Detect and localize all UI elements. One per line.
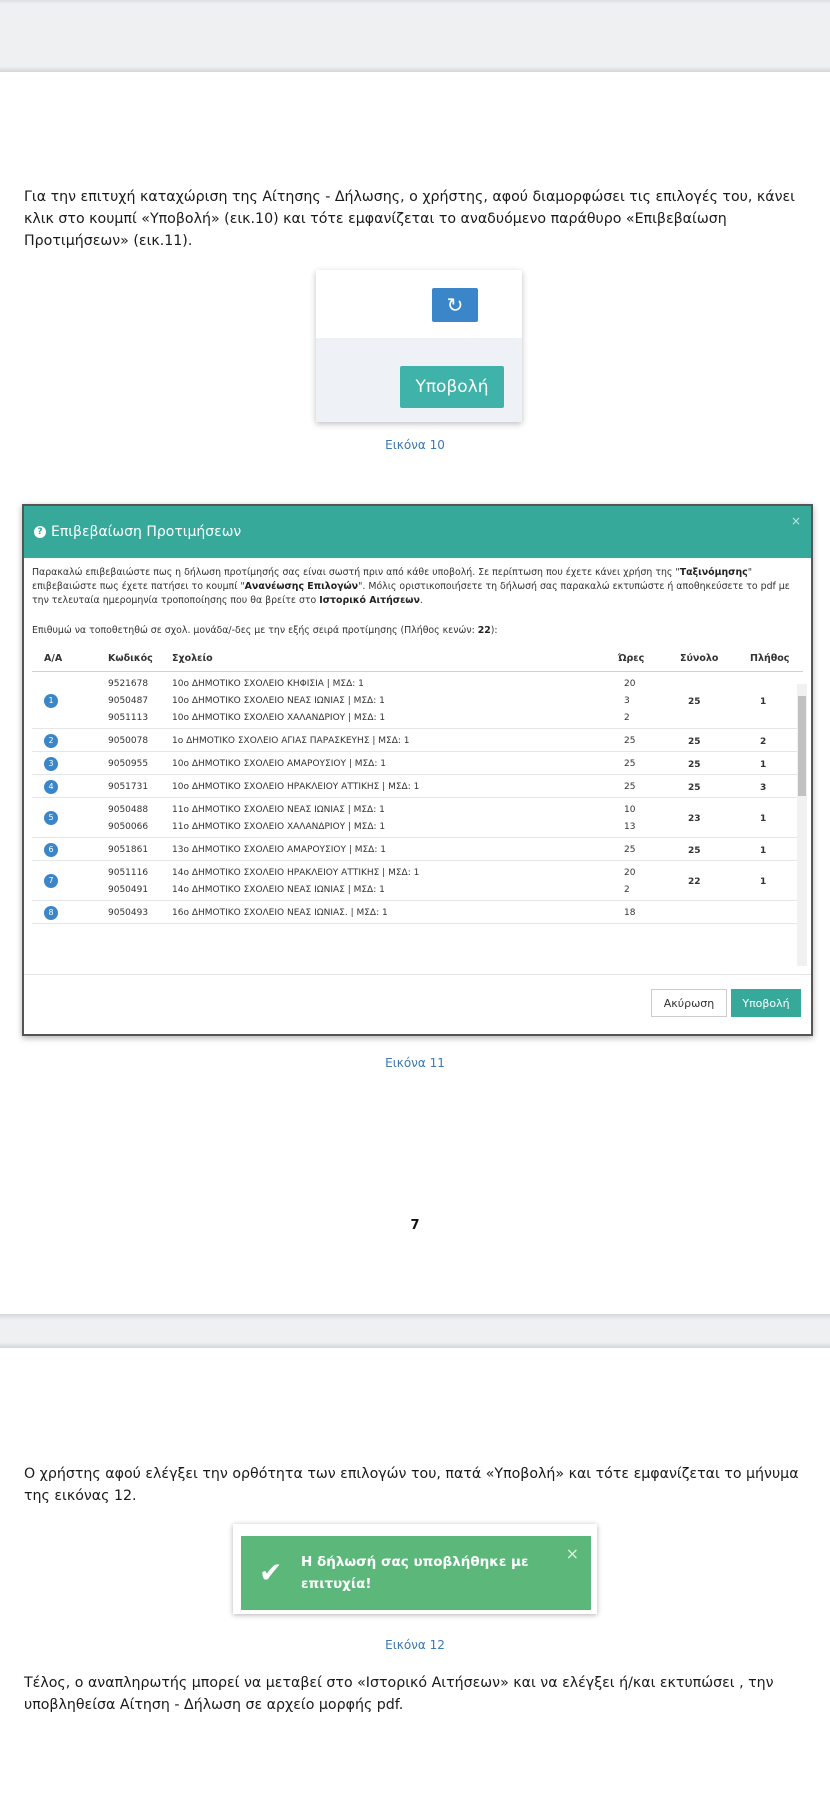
row-hours: 25 [624, 782, 636, 792]
modal-lead: Επιθυμώ να τοποθετηθώ σε σχολ. μονάδα/-δες με την εξής σειρά προτίμησης (Πλήθος κενών: 22): [32, 625, 498, 636]
row-hours: 20 [624, 679, 636, 689]
page-break-middle [0, 1314, 830, 1348]
row-total: 25 [688, 782, 701, 793]
page-break-top [0, 0, 830, 72]
submit-button-fig10[interactable]: Υποβολή [400, 366, 504, 408]
refresh-icon: ↻ [446, 293, 464, 317]
row-code: 9050487 [108, 696, 149, 706]
row-school: 14ο ΔΗΜΟΤΙΚΟ ΣΧΟΛΕΙΟ ΝΕΑΣ ΙΩΝΙΑΣ | ΜΣΔ: 1 [172, 885, 385, 895]
close-icon[interactable]: × [565, 1544, 579, 1563]
figure-10 [316, 270, 522, 422]
row-number-badge: 1 [44, 694, 58, 708]
table-row [32, 838, 803, 861]
table-row [32, 752, 803, 775]
row-hours: 18 [624, 908, 636, 918]
table-scrollbar[interactable] [797, 684, 807, 966]
row-number-badge: 6 [44, 843, 58, 857]
row-code: 9051113 [108, 713, 149, 723]
table-header [32, 650, 803, 672]
modal-title: Επιβεβαίωση Προτιμήσεων [51, 524, 242, 540]
success-toast [241, 1536, 591, 1610]
submit-button[interactable]: Υποβολή [731, 989, 801, 1017]
row-total: 23 [688, 814, 701, 824]
modal-footer [24, 974, 811, 1034]
row-hours: 2 [624, 885, 630, 895]
row-number-badge: 4 [44, 780, 58, 794]
row-code: 9051116 [108, 868, 149, 878]
table-rows[interactable] [32, 672, 803, 964]
row-school: 10ο ΔΗΜΟΤΙΚΟ ΣΧΟΛΕΙΟ ΚΗΦΙΣΙΑ | ΜΣΔ: 1 [172, 679, 364, 689]
table-row [32, 861, 803, 901]
row-code: 9051731 [108, 782, 149, 792]
col-count: Πλήθος [750, 653, 790, 664]
table-row [32, 729, 803, 752]
col-school: Σχολείο [172, 653, 213, 664]
row-count: 1 [760, 845, 767, 856]
row-code: 9050491 [108, 885, 149, 895]
row-school: 14ο ΔΗΜΟΤΙΚΟ ΣΧΟΛΕΙΟ ΗΡΑΚΛΕΙΟΥ ΑΤΤΙΚΗΣ | ΜΣΔ: 1 [172, 868, 420, 878]
modal-header [24, 506, 811, 558]
row-school: 10ο ΔΗΜΟΤΙΚΟ ΣΧΟΛΕΙΟ ΧΑΛΑΝΔΡΙΟΥ | ΜΣΔ: 1 [172, 713, 386, 723]
close-icon[interactable]: × [790, 514, 801, 528]
info-icon: ? [34, 526, 46, 538]
row-hours: 13 [624, 822, 636, 832]
col-total: Σύνολο [680, 653, 719, 664]
modal-note: Παρακαλώ επιβεβαιώστε πως η δήλωση προτίμησής σας είναι σωστή πριν από κάθε υποβολή. Σε περίπτωση που έχετε κάνει χρήση της "Ταξινόμησης" επιβεβαιώστε πως έχετε πατήσει το κουμπί "Ανανέωσης Επιλογών". Μόλις οριστικοποιήσετε τη δήλωσή σας παρακαλώ εκτυπώστε ή αποθηκεύσετε το pdf με την τελευταία ημερομηνία τροποποίησης που θα βρείτε στο Ιστορικό Αιτήσεων. [32, 567, 790, 606]
caption-figure-10: Εικόνα 10 [385, 438, 445, 452]
caption-figure-12: Εικόνα 12 [385, 1638, 445, 1652]
row-hours: 25 [624, 759, 636, 769]
row-hours: 20 [624, 868, 636, 878]
row-code: 9050488 [108, 805, 149, 815]
refresh-button[interactable] [432, 288, 478, 322]
row-code: 9521678 [108, 679, 149, 689]
page2-paragraph-1: Ο χρήστης αφού ελέγξει την ορθότητα των επιλογών του, πατά «Υποβολή» και τότε εμφανίζεται το μήνυμα της εικόνας 12. [24, 1466, 799, 1504]
row-count: 1 [760, 696, 767, 707]
col-aa: Α/Α [44, 653, 63, 664]
row-total: 25 [688, 696, 701, 707]
row-count: 1 [760, 814, 767, 824]
row-count: 2 [760, 736, 767, 747]
row-school: 16ο ΔΗΜΟΤΙΚΟ ΣΧΟΛΕΙΟ ΝΕΑΣ ΙΩΝΙΑΣ. | ΜΣΔ: 1 [172, 908, 388, 918]
row-school: 13ο ΔΗΜΟΤΙΚΟ ΣΧΟΛΕΙΟ ΑΜΑΡΟΥΣΙΟΥ | ΜΣΔ: 1 [172, 845, 386, 855]
row-number-badge: 8 [44, 906, 58, 920]
cancel-button[interactable]: Ακύρωση [651, 989, 727, 1017]
check-icon: ✔ [259, 1556, 283, 1589]
row-code: 9050078 [108, 736, 149, 746]
row-number-badge: 2 [44, 734, 58, 748]
page2-paragraph-2: Τέλος, ο αναπληρωτής μπορεί να μεταβεί στο «Ιστορικό Αιτήσεων» και να ελέγξει ή/και εκτυπώσει , την υποβληθείσα Αίτηση - Δήλωση σε αρχείο μορφής pdf. [24, 1675, 774, 1713]
row-count: 1 [760, 877, 767, 887]
row-school: 10ο ΔΗΜΟΤΙΚΟ ΣΧΟΛΕΙΟ ΗΡΑΚΛΕΙΟΥ ΑΤΤΙΚΗΣ | ΜΣΔ: 1 [172, 782, 420, 792]
row-school: 10ο ΔΗΜΟΤΙΚΟ ΣΧΟΛΕΙΟ ΑΜΑΡΟΥΣΙΟΥ | ΜΣΔ: 1 [172, 759, 386, 769]
table-row [32, 775, 803, 798]
row-hours: 2 [624, 713, 630, 723]
row-school: 11ο ΔΗΜΟΤΙΚΟ ΣΧΟΛΕΙΟ ΝΕΑΣ ΙΩΝΙΑΣ | ΜΣΔ: 1 [172, 805, 385, 815]
row-code: 9050955 [108, 759, 149, 769]
row-code: 9050493 [108, 908, 149, 918]
row-school: 11ο ΔΗΜΟΤΙΚΟ ΣΧΟΛΕΙΟ ΧΑΛΑΝΔΡΙΟΥ | ΜΣΔ: 1 [172, 822, 386, 832]
col-hours: Ώρες [618, 653, 645, 664]
row-count: 3 [760, 782, 767, 793]
row-number-badge: 3 [44, 757, 58, 771]
row-hours: 25 [624, 736, 636, 746]
row-total: 25 [688, 736, 701, 747]
row-number-badge: 5 [44, 811, 58, 825]
modal-body [24, 558, 811, 964]
row-count: 1 [760, 759, 767, 770]
success-message: Η δήλωσή σας υποβλήθηκε με επιτυχία! [301, 1554, 529, 1592]
row-school: 10ο ΔΗΜΟΤΙΚΟ ΣΧΟΛΕΙΟ ΝΕΑΣ ΙΩΝΙΑΣ | ΜΣΔ: 1 [172, 696, 385, 706]
row-hours: 10 [624, 805, 636, 815]
table-row [32, 901, 803, 924]
row-hours: 25 [624, 845, 636, 855]
confirm-preferences-modal [22, 504, 813, 1036]
row-total: 25 [688, 845, 701, 856]
table-row [32, 798, 803, 838]
intro-paragraph: Για την επιτυχή καταχώριση της Αίτησης - Δήλωσης, ο χρήστης, αφού διαμορφώσει τις επιλογές του, κάνει κλικ στο κουμπί «Υποβολή» (εικ.10) και τότε εμφανίζεται το αναδυόμενο παράθυρο «Επιβεβαίωση Προτιμήσεων» (εικ.11). [24, 189, 795, 249]
row-code: 9051861 [108, 845, 149, 855]
row-school: 1ο ΔΗΜΟΤΙΚΟ ΣΧΟΛΕΙΟ ΑΓΙΑΣ ΠΑΡΑΣΚΕΥΗΣ | ΜΣΔ: 1 [172, 736, 410, 746]
row-number-badge: 7 [44, 874, 58, 888]
col-code: Κωδικός [108, 653, 153, 664]
row-hours: 3 [624, 696, 630, 706]
row-total: 22 [688, 877, 701, 887]
caption-figure-11: Εικόνα 11 [385, 1056, 445, 1070]
row-total: 25 [688, 759, 701, 770]
table-row [32, 672, 803, 729]
figure-12 [233, 1524, 597, 1614]
page-number: 7 [410, 1218, 420, 1233]
row-code: 9050066 [108, 822, 149, 832]
